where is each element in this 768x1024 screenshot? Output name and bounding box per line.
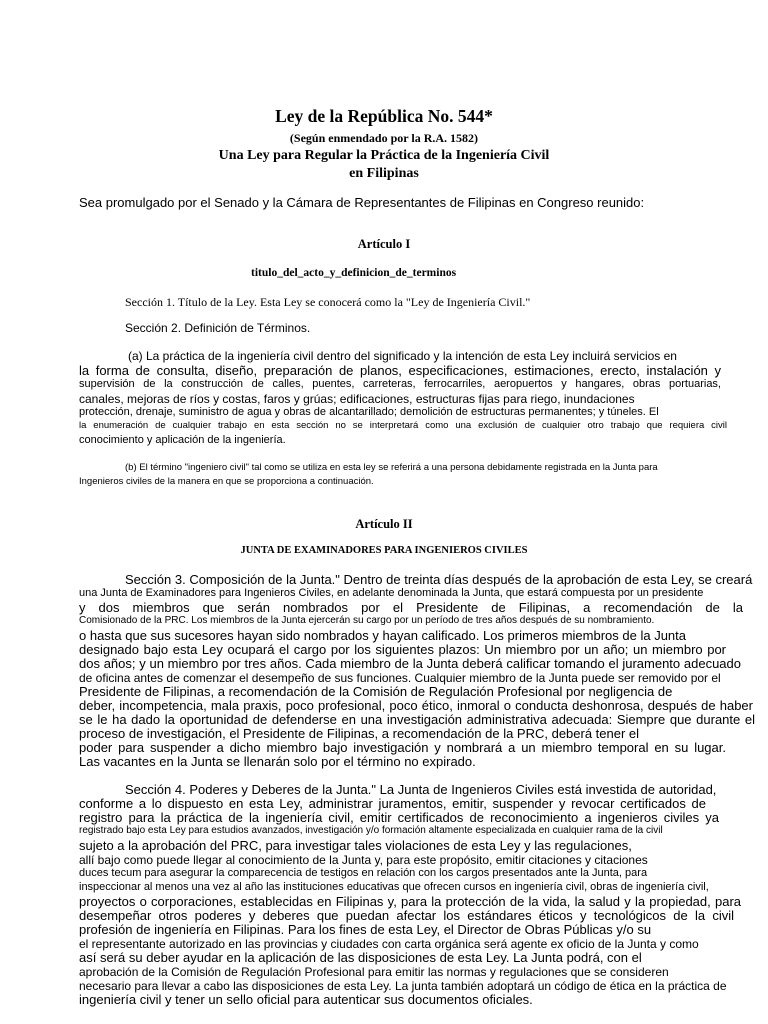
para-a-line: protección, drenaje, suministro de agua y obras de alcantarillado; demolición de estructuras permanentes; y túneles. El [79,406,659,418]
para-a-line: canales, mejoras de ríos y costas, faros y grúas; edificaciones, estructuras fijas para riego, inundaciones [79,392,635,406]
section4-line: desempeñar otros poderes y deberes que puedan afectar los estándares éticos y tecnológicos de la civil [79,908,734,923]
section3-line: poder para suspender a dicho miembro bajo investigación y nombrará a un miembro temporal en su lugar. [79,740,726,755]
section4-line: Sección 4. Poderes y Deberes de la Junta." La Junta de Ingenieros Civiles está investida de autoridad, [125,782,717,797]
enacting-clause: Sea promulgado por el Senado y la Cámara de Representantes de Filipinas en Congreso reunido: [79,195,645,210]
document-subtitle: (Según enmendado por la R.A. 1582) [289,131,479,145]
para-b-line: Ingenieros civiles de la manera en que se proporciona a continuación. [79,476,374,487]
article1-subheading: titulo_del_acto_y_definicion_de_terminos [251,267,457,279]
section3-line: dos años; y un miembro por tres años. Cada miembro de la Junta deberá calificar tomando el juramento adecuado [79,656,741,671]
section2-text: Sección 2. Definición de Términos. [125,321,311,335]
section4-line: profesión de ingeniería en Filipinas. Para los fines de esta Ley, el Director de Obras Públicas y/o su [79,922,652,937]
section3-line: Presidente de Filipinas, a recomendación de la Comisión de Regulación Profesional por negligencia de [79,684,673,699]
section3-line: designado bajo esta Ley ocupará el cargo por los siguientes plazos: Un miembro por un año; un miembro por [79,642,726,657]
para-b-line: (b) El término "ingeniero civil" tal como se utiliza en esta ley se referirá a una persona debidamente registrada en la Junta para [125,462,658,473]
section3-line: una Junta de Examinadores para Ingenieros Civiles, en adelante denominada la Junta, que estará compuesta por un presidente [79,587,704,599]
para-a-line: la forma de consulta, diseño, preparación de planos, especificaciones, estimaciones, erecto, instalación y [79,363,721,378]
document-title: Ley de la República No. 544* [275,106,493,126]
section4-line: duces tecum para asegurar la comparecencia de testigos en relación con los cargos presentados ante la Junta, para [79,867,648,879]
section4-line: aprobación de la Comisión de Regulación Profesional para emitir las normas y regulaciones que se consideren [79,965,669,979]
para-a-line: conocimiento y aplicación de la ingeniería. [79,434,286,446]
section1-text: Sección 1. Título de la Ley. Esta Ley se conocerá como la "Ley de Ingeniería Civil." [125,295,531,309]
section3-line: deber, incompetencia, mala praxis, poco profesional, poco ético, inmoral o conducta deshonrosa, después de haber [79,698,753,713]
section4-line: conforme a lo dispuesto en esta Ley, administrar juramentos, emitir, suspender y revocar certificados de [79,796,706,811]
section4-line: sujeto a la aprobación del PRC, para investigar tales violaciones de esta Ley y las regulaciones, [79,838,632,853]
section3-line: Las vacantes en la Junta se llenarán solo por el término no expirado. [79,754,476,769]
section4-line: inspeccionar al menos una vez al año las instituciones educativas que ofrecen cursos en ingeniería civil, obras de ingeniería civil, [79,881,709,893]
section3-line: Sección 3. Composición de la Junta." Dentro de treinta días después de la aprobación de esta Ley, se creará [125,572,753,587]
section4-line: registro para la práctica de la ingeniería civil, emitir certificados de reconocimiento a ingenieros civiles ya [79,810,719,825]
para-a-line: la enumeración de cualquier trabajo en esta sección no se interpretará como una exclusión de cualquier otro trabajo que requiera civil [79,420,727,431]
section4-line: el representante autorizado en las provincias y ciudades con carta orgánica será agente ex oficio de la Junta y como [79,937,699,951]
article2-heading: Artículo II [355,517,413,531]
section4-line: allí bajo como puede llegar al conocimiento de la Junta y, para este propósito, emitir citaciones y citaciones [79,853,648,867]
section4-line: ingeniería civil y tener un sello oficial para autenticar sus documentos oficiales. [79,992,533,1007]
section4-line: registrado bajo esta Ley para estudios avanzados, investigación y/o formación altamente especializada en cualquier rama de la civil [79,825,663,836]
section4-line: necesario para llevar a cabo las disposiciones de esta Ley. La junta también adoptará un código de ética en la práctica de [79,979,727,993]
section3-line: de oficina antes de comenzar el desempeño de sus funciones. Cualquier miembro de la Junta puede ser removido por el [79,671,721,685]
section3-line: proceso de investigación, el Presidente de Filipinas, a recomendación de la PRC, deberá tener el [79,726,640,741]
article1-heading: Artículo I [357,237,411,251]
section3-line: Comisionado de la PRC. Los miembros de la Junta ejercerán su cargo por un período de tres años después de su nombramiento. [79,615,655,626]
section4-line: proyectos o corporaciones, establecidas en Filipinas y, para la protección de la vida, la salud y la propiedad, para [79,894,741,909]
section3-line: y dos miembros que serán nombrados por el Presidente de Filipinas, a recomendación de la [79,600,743,615]
document-heading-line2: en Filipinas [349,166,419,181]
section3-line: se le ha dado la oportunidad de defenderse en una investigación administrativa adecuada: Siempre que durante el [79,712,755,727]
section4-line: así será su deber ayudar en la aplicación de las disposiciones de esta Ley. La Junta podrá, con el [79,950,642,965]
para-a-line: (a) La práctica de la ingeniería civil dentro del significado y la intención de esta Ley incluirá servicios en [128,349,677,363]
document-heading-line1: Una Ley para Regular la Práctica de la Ingeniería Civil [218,148,550,163]
para-a-line: supervisión de la construcción de calles, puentes, carreteras, ferrocarriles, aeropuertos y hangares, obras portuarias, [79,378,721,390]
article2-subheading: JUNTA DE EXAMINADORES PARA INGENIEROS CIVILES [240,545,528,556]
section3-line: o hasta que sus sucesores hayan sido nombrados y hayan calificado. Los primeros miembros de la Junta [79,628,686,643]
